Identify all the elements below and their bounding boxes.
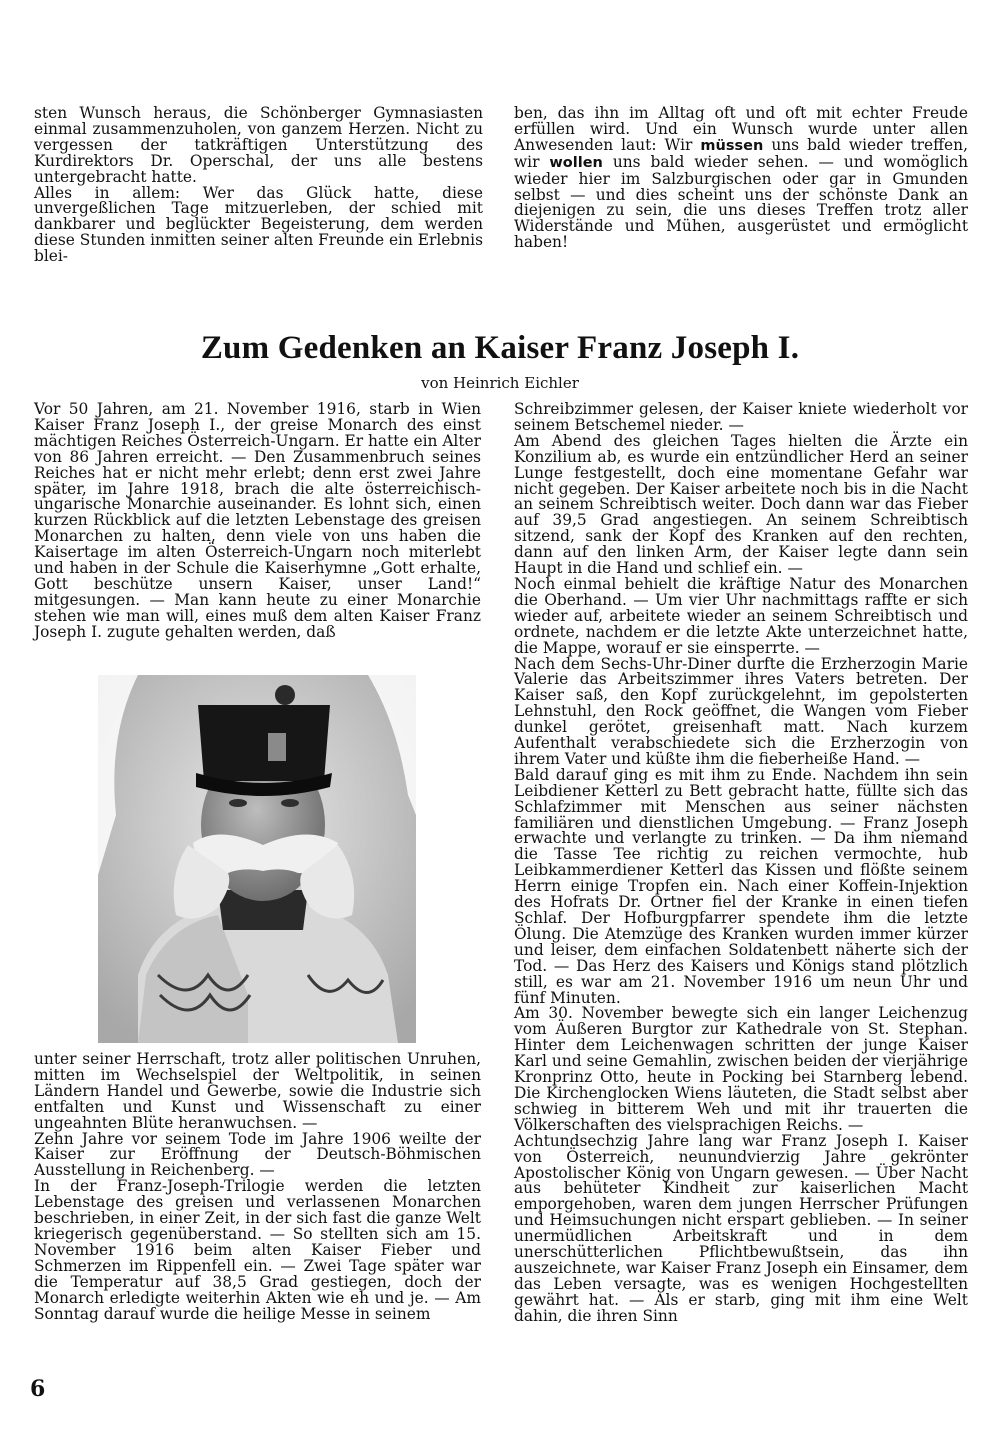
paragraph: Achtundsechzig Jahre lang war Franz Joseph I. Kaiser von Österreich, neunundvierzig Jahre gekrönter Apostolischer König von Ungarn gewesen. — Über Nacht aus behüteter Kindheit zur kaiserlichen Macht emporgehoben, waren dem jungen Herrscher Prüfungen und Heimsuchungen nicht erspart geblieben. — In seiner unermüdlichen Arbeitskraft und in dem unerschütterlichen Pflichtbewußtsein, das ihn auszeichnete, war Kaiser Franz Joseph ein Einsamer, dem das Leben versagte, was es wenigen Hochgestellten gewährt hat. — Als er starb, ging mit ihm eine Welt dahin, die ihren Sinn [514, 1131, 968, 1325]
text-run: uns bald wieder treffen, wir [514, 135, 968, 171]
text-run: uns bald wieder sehen. — und womöglich wieder hier im Salzburgischen oder gar in Gmunden selbst — und dies scheint uns der schönste Dank an diejenigen zu sein, die uns dieses Treffen trotz aller Widerstände und Mühen, ausgerüstet und ermöglicht haben! [514, 152, 968, 252]
paragraph: sten Wunsch heraus, die Schönberger Gymnasiasten einmal zusammenzuholen, von ganzem Herzen. Nicht zu vergessen der tatkräftigen Unterstützung des Kurdirektors Dr. Operschal, der uns alle bestens untergebracht hatte. [34, 104, 483, 186]
emphasis-word: wollen [549, 154, 603, 171]
paragraph: Noch einmal behielt die kräftige Natur des Monarchen die Oberhand. — Um vier Uhr nachmittags raffte er sich wieder auf, arbeitete wieder an seinem Schreibtisch und ordnete, nachdem er die letzte Akte unterzeichnet hatte, die Mappe, worauf er sie einsperrte. — [514, 574, 968, 657]
paragraph: Am 30. November bewegte sich ein langer Leichenzug vom Äußeren Burgtor zur Kathedrale von St. Stephan. Hinter dem Leichenwagen schritten der junge Kaiser Karl und seine Gemahlin, zwischen beiden der vierjährige Kronprinz Otto, heute in Pocking bei Starnberg lebend. Die Kirchenglocken Wiens läuteten, die Stadt selbst aber schwieg in bitterem Weh und mit ihr trauerten die Völkerschaften des vielsprachigen Reichs. — [514, 1004, 968, 1134]
paragraph: Vor 50 Jahren, am 21. November 1916, starb in Wien Kaiser Franz Joseph I., der greise Monarch des einst mächtigen Reiches Österreich-Ungarn. Er hatte ein Alter von 86 Jahren erreicht. — Den Zusammenbruch seines Reiches hat er nicht mehr erlebt; denn erst zwei Jahre später, im Jahre 1918, brach die alte österreichisch-ungarische Monarchie auseinander. Es lohnt sich, einen kurzen Rückblick auf die letzten Lebenstage des greisen Monarchen zu halten, denn viele von uns haben die Kaisertage im alten Österreich-Ungarn noch miterlebt und haben in der Schule die Kaiserhymne „Gott erhalte, Gott beschütze unsern Kaiser, unser Land!“ mitgesungen. — Man kann heute zu einer Monarchie stehen wie man will, eines muß dem alten Kaiser Franz Joseph I. zugute gehalten werden, daß [34, 400, 481, 641]
paragraph: Schreibzimmer gelesen, der Kaiser kniete wiederholt vor seinem Betschemel nieder. — [514, 400, 968, 434]
text-run: ben, das ihn im Alltag oft und oft mit echter Freude erfüllen wird. Und ein Wunsch wurde unter allen Anwesenden laut: Wir [514, 104, 968, 154]
paragraph: unter seiner Herrschaft, trotz aller politischen Unruhen, mitten im Wechselspiel der Weltpolitik, in seinen Ländern Handel und Gewerbe, sowie die Industrie sich entfalten und Kunst und Wissenschaft zu einer ungeahnten Blüte heranwuchsen. — [34, 1050, 481, 1132]
page-number: 6 [30, 1376, 46, 1402]
paragraph [514, 106, 968, 251]
paragraph: Nach dem Sechs-Uhr-Diner durfte die Erzherzogin Marie Valerie das Arbeitszimmer ihres Vaters betreten. Der Kaiser saß, den Kopf zurückgelehnt, im gepolsterten Lehnstuhl, den Rock geöffnet, die Wangen vom Fieber dunkel gerötet, greisenhaft matt. Nach kurzem Aufenthalt verabschiedete sich die Erzherzogin von ihrem Vater und küßte ihm die fieberheiße Hand. — [514, 654, 968, 768]
top-left-column [34, 106, 483, 265]
article-left-column-top [34, 402, 481, 641]
byline: von Heinrich Eichler [421, 374, 579, 392]
paragraph: Alles in allem: Wer das Glück hatte, diese unvergeßlichen Tage mitzuerleben, der schied mit dankbarer und beglückter Begeisterung, dem werden diese Stunden inmitten seiner alten Freunde ein Erlebnis blei- [34, 183, 483, 266]
emphasis-word: müssen [700, 137, 764, 154]
portrait-photo-drawing [98, 675, 416, 1043]
article-right-column [514, 402, 968, 1325]
paragraph: Am Abend des gleichen Tages hielten die Ärzte ein Konzilium ab, es wurde ein entzündlicher Herd an seiner Lunge festgestellt, doch eine momentane Gefahr war nicht gegeben. Der Kaiser arbeitete noch bis in die Nacht an seinem Schreibtisch weiter. Doch dann war das Fieber auf 39,5 Grad angestiegen. An seinem Schreibtisch sitzend, sank der Kopf des Kranken auf den rechten, dann auf den linken Arm, der Kaiser legte dann sein Haupt in die Hand und schlief ein. — [514, 431, 968, 578]
paragraph: In der Franz-Joseph-Trilogie werden die letzten Lebenstage des greisen und verlassenen Monarchen beschrieben, in einer Zeit, in der sich fast die ganze Welt kriegerisch gegenüberstand. — So stellten sich am 15. November 1916 beim alten Kaiser Fieber und Schmerzen im Rippenfell ein. — Zwei Tage später war die Temperatur auf 38,5 Grad gestiegen, doch der Monarch erledigte weiterhin Akten wie eh und je. — Am Sonntag darauf wurde die heilige Messe in seinem [34, 1177, 481, 1323]
paragraph: Zehn Jahre vor seinem Tode im Jahre 1906 weilte der Kaiser zur Eröffnung der Deutsch-Böhmischen Ausstellung in Reichenberg. — [34, 1129, 481, 1180]
article-left-column-bottom [34, 1052, 481, 1322]
article-title: Zum Gedenken an Kaiser Franz Joseph I. [200, 330, 800, 366]
portrait-photo [98, 675, 416, 1043]
paragraph: Bald darauf ging es mit ihm zu Ende. Nachdem ihn sein Leibdiener Ketterl zu Bett gebracht hatte, füllte sich das Schlafzimmer mit Menschen aus seiner nächsten familiären und dienstlichen Umgebung. — Franz Joseph erwachte und verlangte zu trinken. — Da ihm niemand die Tasse Tee richtig zu reichen vermochte, hub Leibkammerdiener Ketterl das Kissen und flößte seinem Herrn einige Tropfen ein. Nach einer Koffein-Injektion des Hofrats Dr. Ortner fiel der Kranke in einen tiefen Schlaf. Der Hofburgpfarrer spendete ihm die letzte Ölung. Die Atemzüge des Kranken wurden immer kürzer und leiser, dem einfachen Soldatenbett näherte sich der Tod. — Das Herz des Kaisers und Königs stand plötzlich still, es war am 21. November 1916 um neun Uhr und fünf Minuten. [514, 765, 968, 1007]
top-right-column [514, 106, 968, 251]
